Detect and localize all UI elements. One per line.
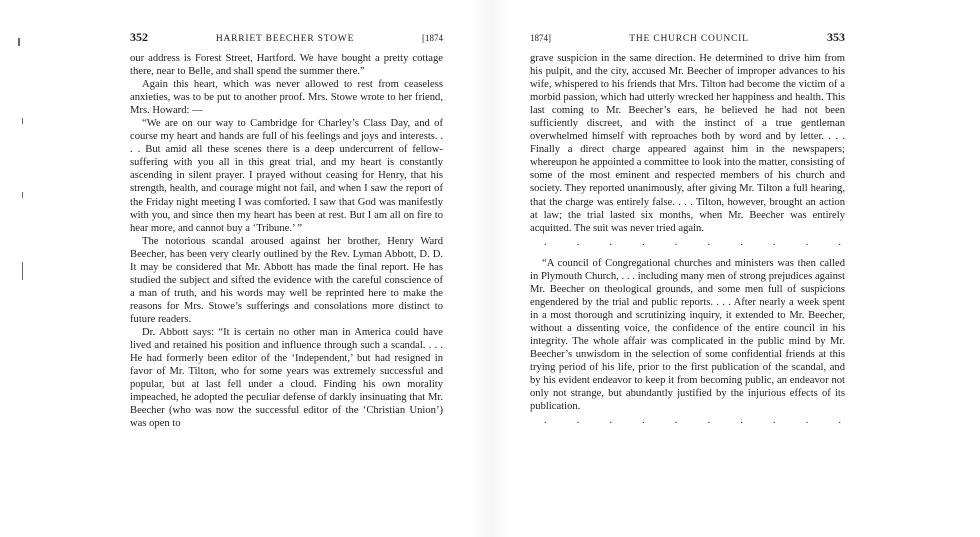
margin-mark [22, 262, 23, 280]
paragraph: “A council of Congregational churches and ministers was then called in Plymouth Church, . . . including many men of strong prejudices against Mr. Beecher on theological grounds, and some men full of suspicions engendered by the trial and public reports. . . . After nearly a week spent in a most thorough and scrutinizing inquiry, it extended to Mr. Beecher, without a dissenting voice, the confidence of the entire council in his integrity. The whole affair was complicated in the public mind by Mr. Beecher’s unwisdom in the selection of some confidential friends at this trying period of his life, prior to the first publication of the scandal, and by his evident endeavor to keep it from becoming public, an endeavor not only not strange, but abundantly justified by the injurious effects of its publication. [530, 257, 845, 413]
ellipsis-dot: . [609, 236, 612, 248]
page-body [130, 52, 443, 430]
ellipsis-dot: . [740, 415, 743, 427]
margin-mark [22, 192, 23, 198]
ellipsis-row [530, 237, 845, 249]
ellipsis-dot: . [576, 415, 580, 427]
running-head [130, 30, 443, 48]
ellipsis-dot: . [674, 415, 678, 427]
ellipsis-dot: . [838, 415, 841, 427]
ellipsis-dot: . [642, 415, 645, 427]
paragraph: The notorious scandal aroused against her brother, Henry Ward Beecher, has been very clearly outlined by the Rev. Lyman Abbott, D. D. It may be considered that Mr. Abbott has made the final report. He has studied the subject and sifted the evidence with the careful conscience of a man of truth, and his words may well be reprinted here to make the reasons for Mrs. Stowe’s sufferings and consolations more distinct to future readers. [130, 235, 443, 325]
left-page [130, 30, 443, 430]
page-body [530, 52, 845, 427]
ellipsis-dot: . [805, 415, 809, 427]
ellipsis-dot: . [674, 236, 678, 248]
margin-mark [18, 38, 20, 46]
ellipsis-dot: . [544, 415, 547, 427]
ellipsis-dot: . [576, 236, 580, 248]
paragraph: our address is Forest Street, Hartford. We have bought a pretty cottage there, near to Belle, and shall spend the summer there.” [130, 53, 443, 78]
ellipsis-dot: . [740, 236, 743, 248]
ellipsis-dot: . [707, 415, 711, 427]
ellipsis-dot: . [805, 236, 809, 248]
running-year: 1874] [530, 33, 551, 43]
running-title: HARRIET BEECHER STOWE [215, 34, 355, 44]
ellipsis-dot: . [609, 415, 612, 427]
page-number: 353 [827, 30, 845, 44]
paragraph: Dr. Abbott says: “It is certain no other man in America could have lived and retained his position and influence through such a scandal. . . . He had formerly been editor of the ‘Independent,’ but had resigned in favor of Mr. Tilton, who for some years was extremely successful and popular, but at last fell under a cloud. Finding his own morality impeached, he adopted the peculiar defense of darkly insinuating that Mr. Beecher (who was now the successful editor of the ‘Christian Union’) was open to [130, 326, 443, 430]
running-head [530, 30, 845, 48]
ellipsis-dot: . [544, 236, 547, 248]
ellipsis-dot: . [773, 415, 776, 427]
page-number: 352 [130, 30, 148, 44]
margin-mark [22, 118, 23, 124]
ellipsis-dot: . [773, 236, 776, 248]
paragraph: “We are on our way to Cambridge for Charley’s Class Day, and of course my heart and hands are full of his feelings and joys and interests. . . . But amid all these scenes there is a deep undercurrent of fellow-suffering with you all in this great trial, and my heart is constantly ascending in silent prayer. I prayed without ceasing for Henry, that his strength, health, and courage might not fail, and when I saw the report of the Friday night meeting I was comforted. I saw that God was manifestly with you, and since then my heart has been at rest. But I am all on fire to hear more, and cannot buy a ‘Tribune.’ ” [130, 118, 443, 234]
ellipsis-dot: . [707, 236, 711, 248]
paragraph: grave suspicion in the same direction. He determined to drive him from his pulpit, and the city, accused Mr. Beecher of improper advances to his wife, whispered to his friends that Mrs. Tilton had become the victim of a morbid passion, which had utterly wrecked her happiness and health. This last coming to Mr. Beecher’s ears, he believed he had not been sufficiently discreet, and with the instinct of a true gentleman overwhelmed himself with reproaches both by word and by letter. . . . Finally a direct charge appeared against him in the newspapers; whereupon he appointed a committee to look into the matter, consisting of some of the most eminent and respected members of his church and society. They reported unanimously, after giving Mr. Tilton a full hearing, that the charge was entirely false. . . . Tilton, however, brought an action at law; the trial lasted six months, when Mr. Beecher was entirely acquitted. The suit was never tried again. [530, 53, 845, 234]
gutter [470, 0, 510, 537]
right-page [530, 30, 845, 435]
ellipsis-dot: . [838, 236, 841, 248]
running-year: [1874 [422, 33, 443, 43]
ellipsis-dot: . [642, 236, 645, 248]
running-title: THE CHURCH COUNCIL [629, 34, 749, 44]
paragraph: Again this heart, which was never allowed to rest from ceaseless anxieties, was to be put to another proof. Mrs. Stowe wrote to her friend, Mrs. Howard: — [130, 79, 443, 117]
ellipsis-row [530, 415, 845, 427]
